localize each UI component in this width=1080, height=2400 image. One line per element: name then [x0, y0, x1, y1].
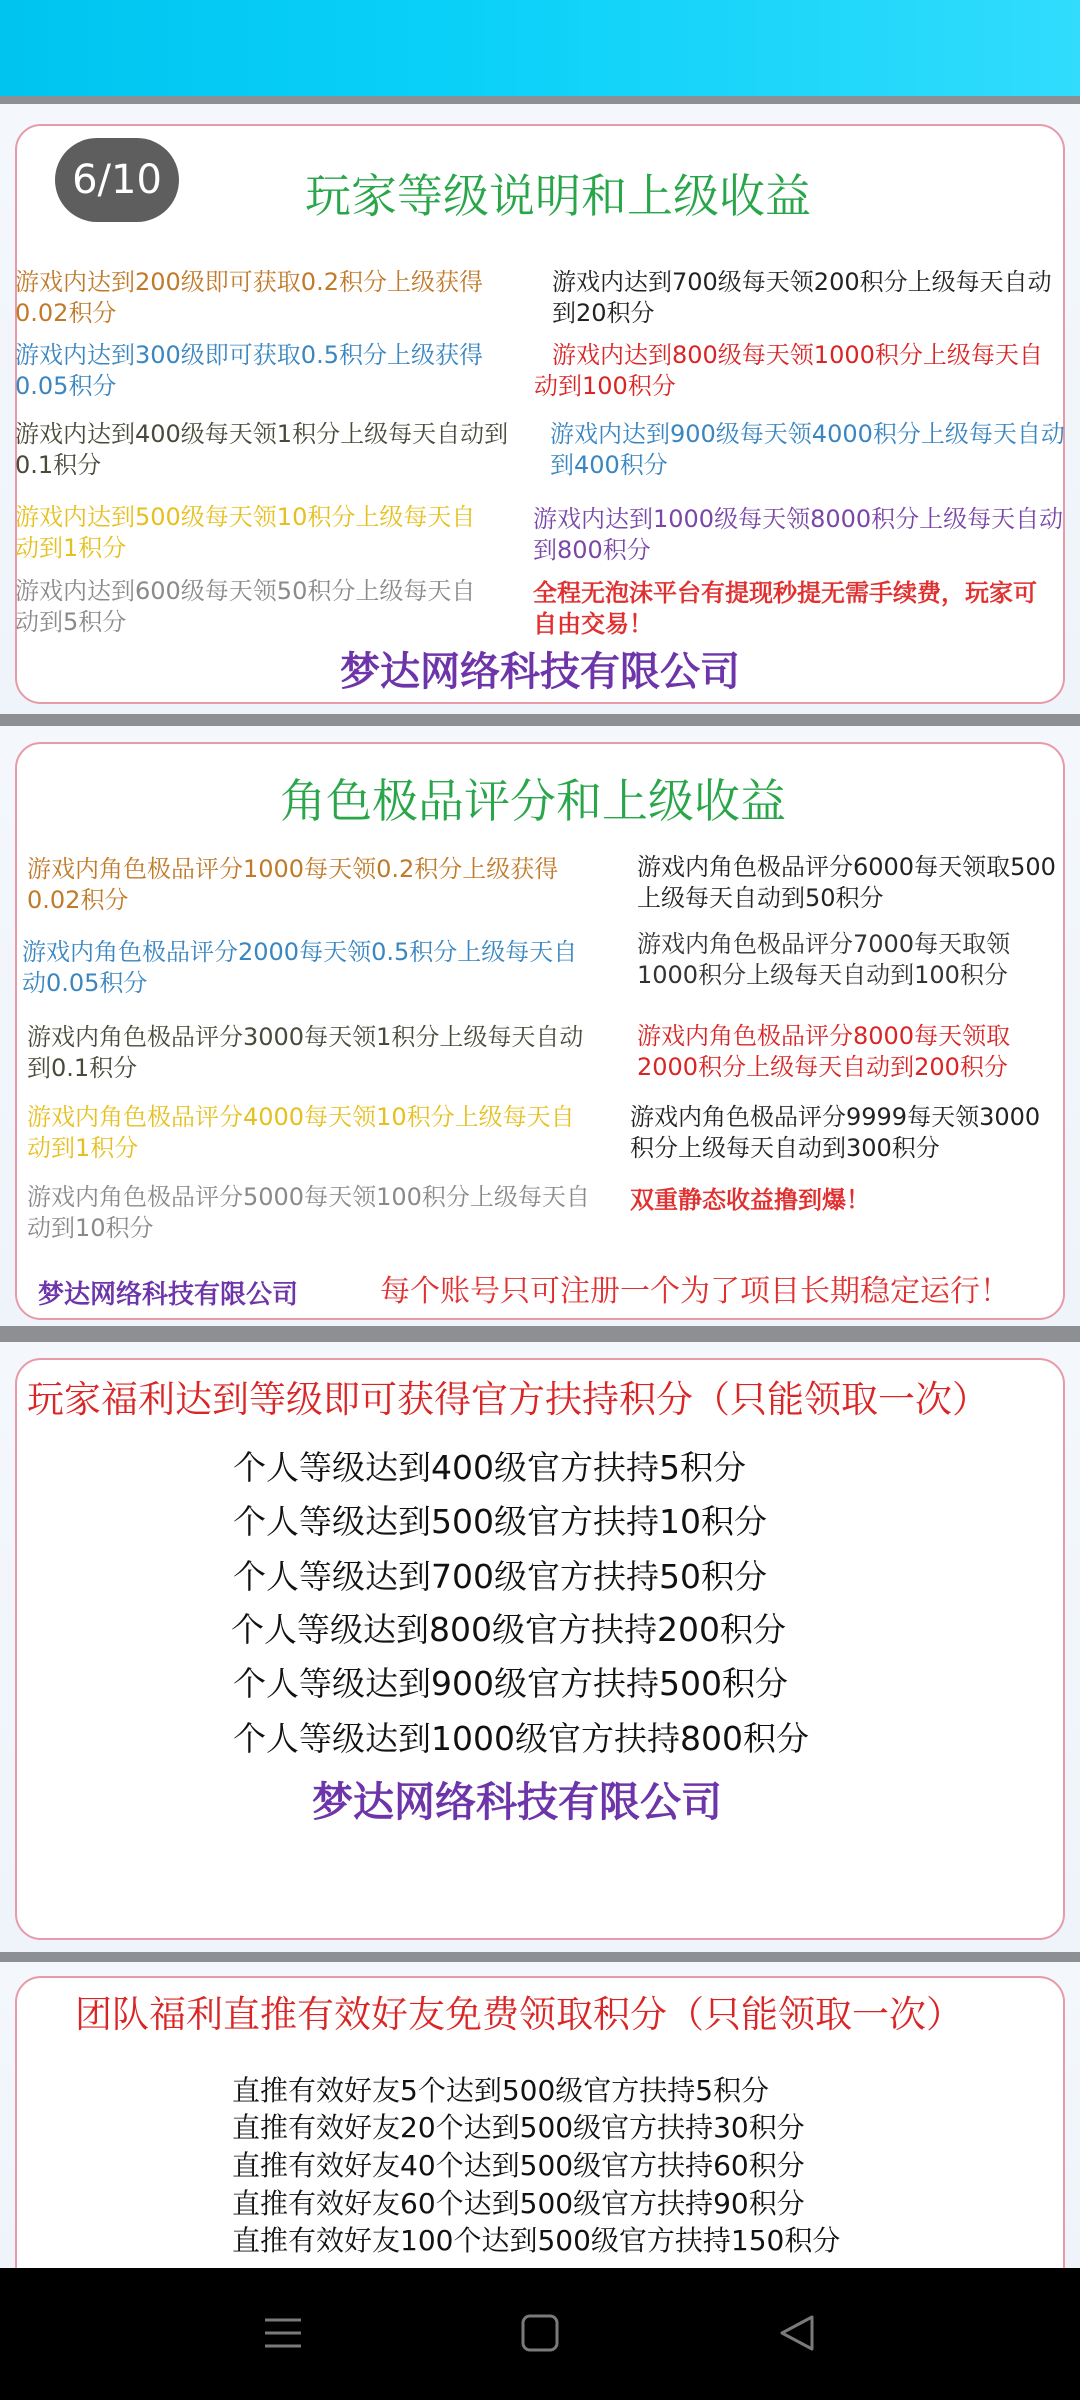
home-button[interactable]: [500, 2298, 580, 2368]
level-welfare-title: 玩家福利达到等级即可获得官方扶持积分（只能领取一次）: [27, 1378, 989, 1421]
home-icon: [520, 2313, 560, 2353]
system-nav-bar: [0, 2268, 1080, 2400]
level-item-900: 游戏内达到900级每天领4000积分上级每天自动到400积分: [550, 420, 1065, 479]
back-icon: [777, 2313, 817, 2353]
company-name-3: 梦达网络科技有限公司: [312, 1778, 722, 1826]
rating-item-4000: 游戏内角色极品评分4000每天领10积分上级每天自动到1积分: [27, 1103, 575, 1162]
level-item-1000: 游戏内达到1000级每天领8000积分上级每天自动到800积分: [533, 505, 1064, 564]
rating-item-6000: 游戏内角色极品评分6000每天领取500上级每天自动到50积分: [637, 853, 1056, 912]
level-title: 玩家等级说明和上级收益: [305, 169, 811, 223]
team-item-40: 直推有效好友40个达到500级官方扶持60积分: [232, 2149, 805, 2182]
level-item-500: 游戏内达到500级每天领10积分上级每天自动到1积分: [15, 503, 476, 562]
rating-title: 角色极品评分和上级收益: [280, 774, 786, 828]
level-item-300: 游戏内达到300级即可获取0.5积分上级获得0.05积分: [15, 341, 483, 400]
rating-item-3000: 游戏内角色极品评分3000每天领1积分上级每天自动到0.1积分: [27, 1023, 584, 1082]
back-button[interactable]: [757, 2298, 837, 2368]
company-name-1: 梦达网络科技有限公司: [340, 649, 740, 695]
page-indicator: 6/10: [55, 138, 179, 222]
rating-item-5000: 游戏内角色极品评分5000每天领100积分上级每天自动到10积分: [27, 1183, 590, 1242]
welfare-item-900: 个人等级达到900级官方扶持500积分: [233, 1664, 788, 1703]
register-notice: 每个账号只可注册一个为了项目长期稳定运行！: [380, 1274, 1010, 1309]
team-welfare-title: 团队福利直推有效好友免费领取积分（只能领取一次）: [75, 1993, 963, 2036]
team-item-20: 直推有效好友20个达到500级官方扶持30积分: [232, 2111, 805, 2144]
rating-promo-text: 双重静态收益撸到爆！: [630, 1186, 870, 1214]
company-name-2: 梦达网络科技有限公司: [38, 1280, 299, 1310]
team-item-60: 直推有效好友60个达到500级官方扶持90积分: [232, 2187, 805, 2220]
level-item-200: 游戏内达到200级即可获取0.2积分上级获得0.02积分: [15, 268, 483, 327]
rating-item-7000: 游戏内角色极品评分7000每天取领1000积分上级每天自动到100积分: [637, 930, 1011, 989]
rating-item-1000: 游戏内角色极品评分1000每天领0.2积分上级获得0.02积分: [27, 855, 559, 914]
top-bar: [0, 0, 1080, 96]
welfare-item-700: 个人等级达到700级官方扶持50积分: [233, 1557, 767, 1596]
menu-icon: [263, 2313, 303, 2353]
level-item-600: 游戏内达到600级每天领50积分上级每天自动到5积分: [15, 577, 476, 636]
menu-button[interactable]: [243, 2298, 323, 2368]
rating-item-8000: 游戏内角色极品评分8000每天领取2000积分上级每天自动到200积分: [637, 1022, 1011, 1081]
level-item-800: 游戏内达到800级每天领1000积分上级每天自动到100积分: [534, 341, 1043, 400]
welfare-item-800: 个人等级达到800级官方扶持200积分: [231, 1610, 786, 1649]
team-item-5: 直推有效好友5个达到500级官方扶持5积分: [232, 2074, 770, 2107]
level-item-400: 游戏内达到400级每天领1积分上级每天自动到0.1积分: [15, 420, 509, 479]
level-promo-text: 全程无泡沫平台有提现秒提无需手续费，玩家可自由交易！: [533, 579, 1037, 638]
team-item-100: 直推有效好友100个达到500级官方扶持150积分: [232, 2224, 841, 2257]
welfare-item-500: 个人等级达到500级官方扶持10积分: [233, 1502, 767, 1541]
level-item-700: 游戏内达到700级每天领200积分上级每天自动到20积分: [552, 268, 1052, 327]
welfare-item-1000: 个人等级达到1000级官方扶持800积分: [233, 1719, 809, 1758]
welfare-item-400: 个人等级达到400级官方扶持5积分: [233, 1448, 746, 1487]
rating-item-9999: 游戏内角色极品评分9999每天领3000积分上级每天自动到300积分: [630, 1103, 1041, 1162]
rating-item-2000: 游戏内角色极品评分2000每天领0.5积分上级每天自动0.05积分: [22, 938, 578, 997]
